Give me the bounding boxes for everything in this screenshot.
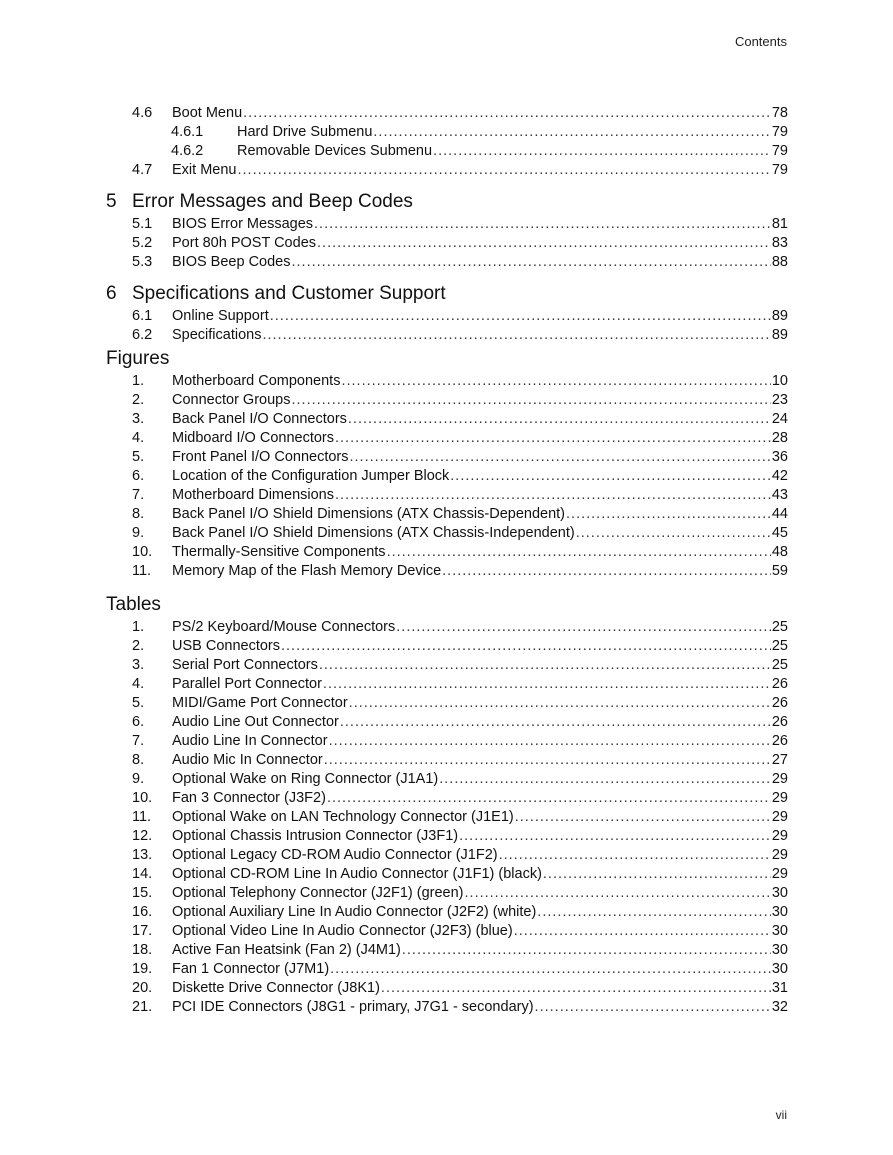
entry-number: 1.: [132, 373, 145, 389]
entry-number: 8.: [132, 506, 145, 522]
entry-number: 20.: [132, 980, 153, 996]
toc-entry[interactable]: [106, 808, 788, 827]
entry-page: 27: [771, 752, 788, 768]
entry-title: Optional Telephony Connector (J2F1) (green): [172, 885, 464, 901]
dot-leader: [314, 215, 771, 234]
entry-number: 13.: [132, 847, 153, 863]
dot-leader: [237, 161, 770, 180]
figures-heading: Figures: [106, 348, 170, 369]
entry-number: 4.: [132, 430, 145, 446]
entry-title: Motherboard Components: [172, 373, 341, 389]
entry-title: Back Panel I/O Shield Dimensions (ATX Chassis-Dependent): [172, 506, 566, 522]
entry-number: 6.: [132, 468, 145, 484]
toc-entry[interactable]: [106, 123, 788, 142]
toc-entry[interactable]: [106, 694, 788, 713]
dot-leader: [537, 903, 771, 922]
entry-title: USB Connectors: [172, 638, 280, 654]
entry-title: Motherboard Dimensions: [172, 487, 334, 503]
entry-page: 30: [771, 904, 788, 920]
entry-title: MIDI/Game Port Connector: [172, 695, 348, 711]
toc-entry[interactable]: [106, 448, 788, 467]
dot-leader: [243, 104, 771, 123]
toc-entry[interactable]: [106, 637, 788, 656]
entry-number: 9.: [132, 525, 145, 541]
dot-leader: [292, 253, 771, 272]
toc-entry[interactable]: [106, 391, 788, 410]
dot-leader: [442, 562, 771, 581]
entry-number: 5.2: [132, 235, 153, 251]
entry-number: 11.: [132, 809, 152, 825]
toc-entry[interactable]: [106, 998, 788, 1017]
entry-title: Optional Auxiliary Line In Audio Connector (J2F2) (white): [172, 904, 537, 920]
entry-page: 83: [771, 235, 788, 251]
toc-entry[interactable]: [106, 960, 788, 979]
entry-title: Back Panel I/O Shield Dimensions (ATX Chassis-Independent): [172, 525, 575, 541]
toc-entry[interactable]: [106, 827, 788, 846]
entry-number: 15.: [132, 885, 153, 901]
dot-leader: [329, 732, 771, 751]
toc-entry[interactable]: [106, 410, 788, 429]
entry-number: 4.6.1: [171, 124, 204, 140]
dot-leader: [566, 505, 771, 524]
entry-number: 17.: [132, 923, 153, 939]
chapter-title: Error Messages and Beep Codes: [132, 191, 413, 212]
toc-entry[interactable]: [106, 846, 788, 865]
entry-title: Optional Legacy CD-ROM Audio Connector (J1F2): [172, 847, 498, 863]
entry-title: PCI IDE Connectors (J8G1 - primary, J7G1 - secondary): [172, 999, 534, 1015]
toc-entry[interactable]: [106, 922, 788, 941]
dot-leader: [330, 960, 771, 979]
dot-leader: [323, 675, 771, 694]
entry-number: 19.: [132, 961, 153, 977]
entry-title: BIOS Error Messages: [172, 216, 314, 232]
entry-number: 4.6.2: [171, 143, 204, 159]
toc-entry[interactable]: [106, 486, 788, 505]
entry-number: 9.: [132, 771, 145, 787]
toc-entry[interactable]: [106, 104, 788, 123]
entry-title: Optional Wake on Ring Connector (J1A1): [172, 771, 439, 787]
toc-entry[interactable]: [106, 656, 788, 675]
entry-page: 10: [771, 373, 788, 389]
entry-page: 59: [771, 563, 788, 579]
entry-title: Fan 1 Connector (J7M1): [172, 961, 330, 977]
dot-leader: [396, 618, 771, 637]
entry-title: Removable Devices Submenu: [237, 143, 433, 159]
dot-leader: [387, 543, 771, 562]
entry-title: Audio Line Out Connector: [172, 714, 339, 730]
entry-page: 23: [771, 392, 788, 408]
entry-page: 44: [771, 506, 788, 522]
toc-entry[interactable]: [106, 142, 788, 161]
entry-page: 88: [771, 254, 788, 270]
entry-page: 30: [771, 942, 788, 958]
entry-number: 6.2: [132, 327, 153, 343]
entry-page: 29: [771, 847, 788, 863]
dot-leader: [319, 656, 771, 675]
chapter-5-entries: [106, 215, 788, 272]
entry-number: 18.: [132, 942, 153, 958]
dot-leader: [433, 142, 771, 161]
dot-leader: [402, 941, 771, 960]
toc-entry[interactable]: [106, 732, 788, 751]
chapter-number: 5: [106, 191, 117, 212]
entry-page: 89: [771, 327, 788, 343]
entry-page: 26: [771, 733, 788, 749]
toc-entry[interactable]: [106, 770, 788, 789]
toc-entry[interactable]: [106, 524, 788, 543]
dot-leader: [439, 770, 771, 789]
toc-entry[interactable]: [106, 429, 788, 448]
entry-number: 6.1: [132, 308, 153, 324]
entry-title: Midboard I/O Connectors: [172, 430, 334, 446]
boot-menu-section: [106, 104, 788, 180]
toc-entry[interactable]: [106, 884, 788, 903]
entry-title: Diskette Drive Connector (J8K1): [172, 980, 380, 996]
entry-number: 21.: [132, 999, 153, 1015]
entry-page: 30: [771, 885, 788, 901]
toc-entry[interactable]: [106, 307, 788, 326]
toc-entry[interactable]: [106, 675, 788, 694]
dot-leader: [543, 865, 771, 884]
entry-title: Optional Chassis Intrusion Connector (J3F1): [172, 828, 459, 844]
toc-entry[interactable]: [106, 467, 788, 486]
entry-page: 25: [771, 657, 788, 673]
page-number: vii: [775, 1108, 787, 1122]
dot-leader: [335, 486, 771, 505]
entry-page: 29: [771, 828, 788, 844]
dot-leader: [381, 979, 771, 998]
toc-entry[interactable]: [106, 941, 788, 960]
dot-leader: [350, 448, 771, 467]
entry-page: 81: [771, 216, 788, 232]
entry-title: Connector Groups: [172, 392, 291, 408]
entry-number: 2.: [132, 638, 145, 654]
entry-title: Optional Wake on LAN Technology Connector (J1E1): [172, 809, 514, 825]
entry-page: 78: [771, 105, 788, 121]
chapter-heading-6[interactable]: [106, 282, 788, 306]
toc-entry[interactable]: [106, 562, 788, 581]
entry-number: 5.3: [132, 254, 153, 270]
toc-entry[interactable]: [106, 543, 788, 562]
toc-entry[interactable]: [106, 618, 788, 637]
entry-page: 36: [771, 449, 788, 465]
dot-leader: [514, 922, 771, 941]
entry-page: 29: [771, 866, 788, 882]
entry-page: 29: [771, 809, 788, 825]
entry-title: Hard Drive Submenu: [237, 124, 373, 140]
dot-leader: [335, 429, 771, 448]
entry-page: 24: [771, 411, 788, 427]
entry-title: Front Panel I/O Connectors: [172, 449, 349, 465]
dot-leader: [291, 391, 770, 410]
dot-leader: [341, 372, 770, 391]
dot-leader: [348, 410, 771, 429]
toc-entry[interactable]: [106, 979, 788, 998]
entry-title: Boot Menu: [172, 105, 243, 121]
entry-page: 25: [771, 638, 788, 654]
entry-title: Fan 3 Connector (J3F2): [172, 790, 326, 806]
dot-leader: [515, 808, 771, 827]
toc-entry[interactable]: [106, 903, 788, 922]
toc-entry[interactable]: [106, 865, 788, 884]
entry-number: 3.: [132, 411, 145, 427]
entry-number: 2.: [132, 392, 145, 408]
entry-page: 32: [771, 999, 788, 1015]
dot-leader: [576, 524, 771, 543]
entry-title: PS/2 Keyboard/Mouse Connectors: [172, 619, 396, 635]
dot-leader: [317, 234, 771, 253]
entry-number: 3.: [132, 657, 145, 673]
entry-number: 10.: [132, 790, 153, 806]
dot-leader: [281, 637, 771, 656]
dot-leader: [340, 713, 771, 732]
entry-number: 5.: [132, 695, 145, 711]
entry-page: 29: [771, 771, 788, 787]
dot-leader: [373, 123, 770, 142]
toc-entry[interactable]: [106, 751, 788, 770]
entry-title: Specifications: [172, 327, 262, 343]
entry-page: 29: [771, 790, 788, 806]
toc-entry[interactable]: [106, 234, 788, 253]
entry-number: 5.1: [132, 216, 153, 232]
chapter-title: Specifications and Customer Support: [132, 283, 446, 304]
entry-page: 48: [771, 544, 788, 560]
entry-title: Audio Line In Connector: [172, 733, 328, 749]
tables-list: [106, 618, 788, 1017]
entry-number: 11.: [132, 563, 152, 579]
figures-list: [106, 372, 788, 581]
entry-page: 79: [771, 143, 788, 159]
entry-title: Optional CD-ROM Line In Audio Connector (J1F1) (black): [172, 866, 542, 882]
dot-leader: [499, 846, 771, 865]
running-header: Contents: [734, 34, 787, 49]
toc-entry[interactable]: [106, 253, 788, 272]
toc-entry[interactable]: [106, 161, 788, 180]
entry-page: 26: [771, 695, 788, 711]
entry-page: 43: [771, 487, 788, 503]
toc-entry[interactable]: [106, 326, 788, 345]
entry-number: 12.: [132, 828, 153, 844]
entry-title: Active Fan Heatsink (Fan 2) (J4M1): [172, 942, 401, 958]
entry-title: Audio Mic In Connector: [172, 752, 323, 768]
entry-page: 30: [771, 923, 788, 939]
dot-leader: [270, 307, 771, 326]
entry-number: 1.: [132, 619, 145, 635]
dot-leader: [459, 827, 771, 846]
toc-entry[interactable]: [106, 789, 788, 808]
dot-leader: [327, 789, 771, 808]
chapter-number: 6: [106, 283, 117, 304]
toc-entry[interactable]: [106, 372, 788, 391]
dot-leader: [465, 884, 771, 903]
entry-number: 16.: [132, 904, 153, 920]
entry-title: Memory Map of the Flash Memory Device: [172, 563, 442, 579]
entry-title: Exit Menu: [172, 162, 237, 178]
entry-title: Back Panel I/O Connectors: [172, 411, 347, 427]
entry-title: Parallel Port Connector: [172, 676, 322, 692]
entry-title: Thermally-Sensitive Components: [172, 544, 386, 560]
dot-leader: [262, 326, 770, 345]
entry-page: 79: [771, 124, 788, 140]
entry-number: 7.: [132, 733, 145, 749]
entry-number: 10.: [132, 544, 153, 560]
dot-leader: [535, 998, 771, 1017]
entry-page: 28: [771, 430, 788, 446]
entry-title: Online Support: [172, 308, 269, 324]
entry-number: 4.6: [132, 105, 153, 121]
entry-title: Port 80h POST Codes: [172, 235, 317, 251]
dot-leader: [450, 467, 771, 486]
toc-entry[interactable]: [106, 505, 788, 524]
dot-leader: [324, 751, 771, 770]
entry-number: 6.: [132, 714, 145, 730]
entry-title: Optional Video Line In Audio Connector (J2F3) (blue): [172, 923, 513, 939]
entry-page: 79: [771, 162, 788, 178]
entry-title: BIOS Beep Codes: [172, 254, 291, 270]
entry-number: 5.: [132, 449, 145, 465]
entry-page: 25: [771, 619, 788, 635]
entry-number: 4.7: [132, 162, 153, 178]
table-of-contents: [106, 104, 788, 1017]
entry-number: 4.: [132, 676, 145, 692]
entry-page: 26: [771, 676, 788, 692]
entry-title: Location of the Configuration Jumper Block: [172, 468, 450, 484]
tables-heading: Tables: [106, 594, 161, 615]
entry-number: 7.: [132, 487, 145, 503]
entry-page: 30: [771, 961, 788, 977]
entry-number: 8.: [132, 752, 145, 768]
entry-page: 31: [771, 980, 788, 996]
entry-page: 45: [771, 525, 788, 541]
entry-page: 42: [771, 468, 788, 484]
chapter-6-entries: [106, 307, 788, 345]
entry-title: Serial Port Connectors: [172, 657, 318, 673]
entry-page: 89: [771, 308, 788, 324]
dot-leader: [349, 694, 771, 713]
entry-number: 14.: [132, 866, 153, 882]
toc-entry[interactable]: [106, 713, 788, 732]
chapter-heading-5[interactable]: [106, 190, 788, 214]
entry-page: 26: [771, 714, 788, 730]
toc-entry[interactable]: [106, 215, 788, 234]
